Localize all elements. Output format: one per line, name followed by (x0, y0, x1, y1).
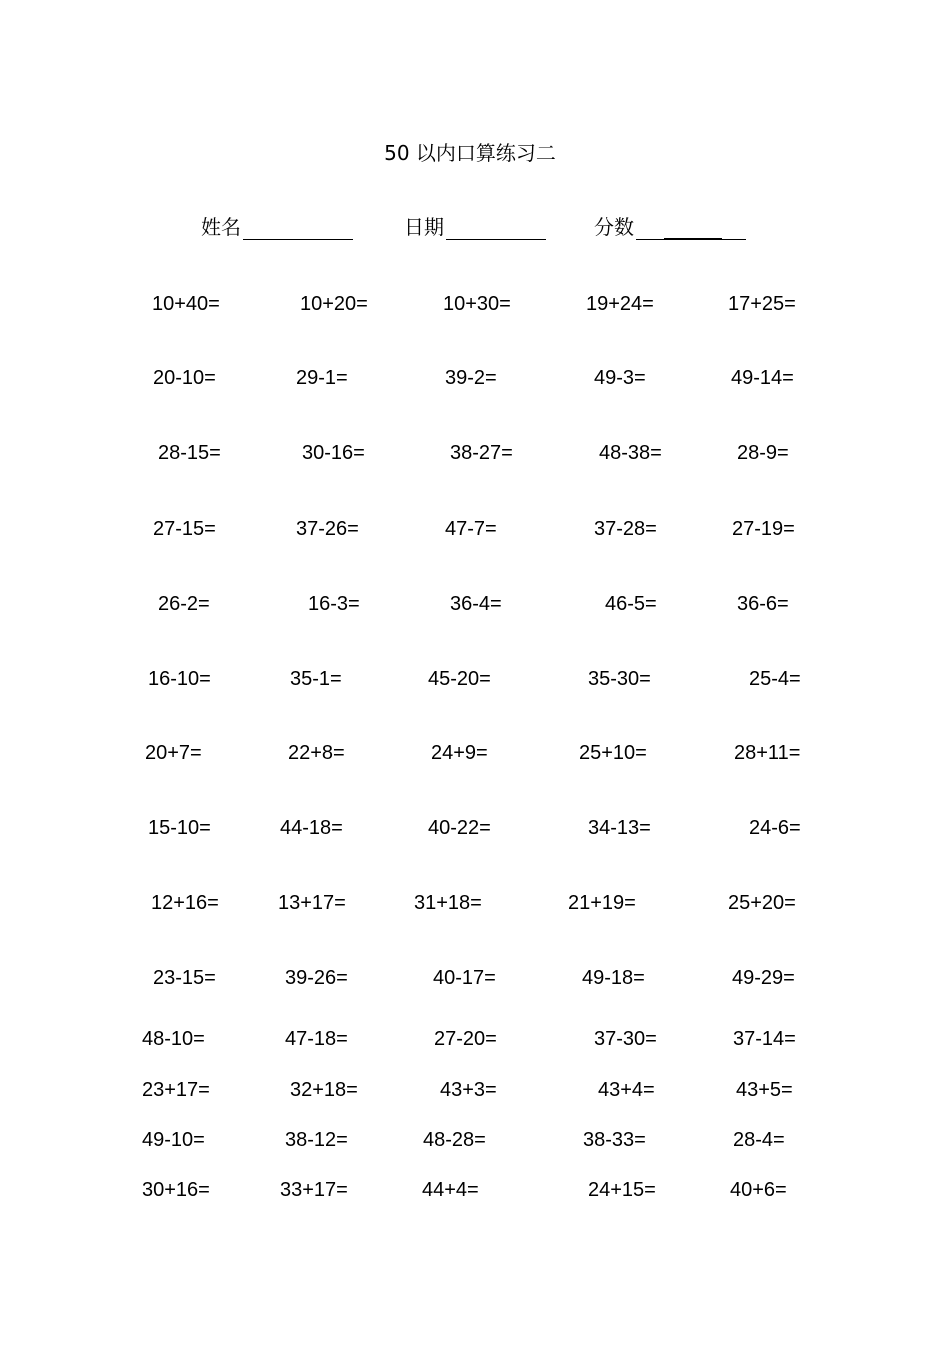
problem-item: 44+4= (422, 1179, 479, 1201)
problem-item: 38-27= (450, 442, 513, 464)
name-label: 姓名 (201, 215, 241, 239)
problem-item: 16-3= (308, 593, 360, 615)
problem-item: 39-26= (285, 967, 348, 989)
problem-item: 28+11= (734, 742, 801, 764)
problem-item: 49-18= (582, 967, 645, 989)
problem-item: 48-28= (423, 1129, 486, 1151)
problem-item: 37-14= (733, 1028, 796, 1050)
problem-item: 24+9= (431, 742, 488, 764)
problem-item: 30+16= (142, 1179, 210, 1201)
date-label: 日期 (404, 215, 444, 239)
problem-item: 10+40= (152, 293, 220, 315)
problem-item: 35-1= (290, 668, 342, 690)
problem-item: 20-10= (153, 367, 216, 389)
problem-item: 10+20= (300, 293, 368, 315)
problem-item: 44-18= (280, 817, 343, 839)
problem-item: 28-9= (737, 442, 789, 464)
name-blank[interactable] (243, 217, 353, 240)
problem-item: 48-10= (142, 1028, 205, 1050)
problem-item: 25+20= (728, 892, 796, 914)
problem-item: 39-2= (445, 367, 497, 389)
problem-item: 27-15= (153, 518, 216, 540)
problem-item: 40-22= (428, 817, 491, 839)
problem-item: 24-6= (749, 817, 801, 839)
score-underline-accent (664, 238, 722, 240)
problem-item: 26-2= (158, 593, 210, 615)
problem-item: 38-33= (583, 1129, 646, 1151)
problem-item: 37-30= (594, 1028, 657, 1050)
problem-item: 36-6= (737, 593, 789, 615)
problem-item: 45-20= (428, 668, 491, 690)
problem-item: 24+15= (588, 1179, 656, 1201)
problem-item: 27-19= (732, 518, 795, 540)
problem-item: 46-5= (605, 593, 657, 615)
problem-item: 34-13= (588, 817, 651, 839)
problem-item: 40-17= (433, 967, 496, 989)
problem-item: 43+4= (598, 1079, 655, 1101)
problem-item: 40+6= (730, 1179, 787, 1201)
name-field (201, 214, 353, 240)
problem-item: 37-28= (594, 518, 657, 540)
problem-item: 36-4= (450, 593, 502, 615)
problem-item: 47-7= (445, 518, 497, 540)
problem-item: 23-15= (153, 967, 216, 989)
problem-item: 20+7= (145, 742, 202, 764)
problem-item: 19+24= (586, 293, 654, 315)
page-title: 50 以内口算练习二 (384, 141, 556, 165)
score-field (594, 214, 746, 240)
problem-item: 37-26= (296, 518, 359, 540)
problem-item: 30-16= (302, 442, 365, 464)
date-field (404, 214, 546, 240)
problem-item: 13+17= (278, 892, 346, 914)
problem-item: 48-38= (599, 442, 662, 464)
problem-item: 29-1= (296, 367, 348, 389)
problem-item: 15-10= (148, 817, 211, 839)
problem-item: 16-10= (148, 668, 211, 690)
problem-item: 25+10= (579, 742, 647, 764)
score-label: 分数 (594, 215, 634, 239)
problem-item: 49-29= (732, 967, 795, 989)
date-blank[interactable] (446, 217, 546, 240)
problem-item: 28-15= (158, 442, 221, 464)
problem-item: 49-14= (731, 367, 794, 389)
problem-item: 27-20= (434, 1028, 497, 1050)
problem-item: 33+17= (280, 1179, 348, 1201)
problem-item: 17+25= (728, 293, 796, 315)
problem-item: 22+8= (288, 742, 345, 764)
problem-item: 43+3= (440, 1079, 497, 1101)
problem-item: 43+5= (736, 1079, 793, 1101)
problem-item: 49-10= (142, 1129, 205, 1151)
problem-item: 12+16= (151, 892, 219, 914)
problem-item: 32+18= (290, 1079, 358, 1101)
score-blank[interactable] (636, 217, 746, 240)
problem-item: 28-4= (733, 1129, 785, 1151)
problem-item: 49-3= (594, 367, 646, 389)
problem-item: 10+30= (443, 293, 511, 315)
problem-item: 21+19= (568, 892, 636, 914)
problem-item: 23+17= (142, 1079, 210, 1101)
problem-item: 47-18= (285, 1028, 348, 1050)
problem-item: 35-30= (588, 668, 651, 690)
problem-item: 25-4= (749, 668, 801, 690)
problem-item: 31+18= (414, 892, 482, 914)
problem-item: 38-12= (285, 1129, 348, 1151)
